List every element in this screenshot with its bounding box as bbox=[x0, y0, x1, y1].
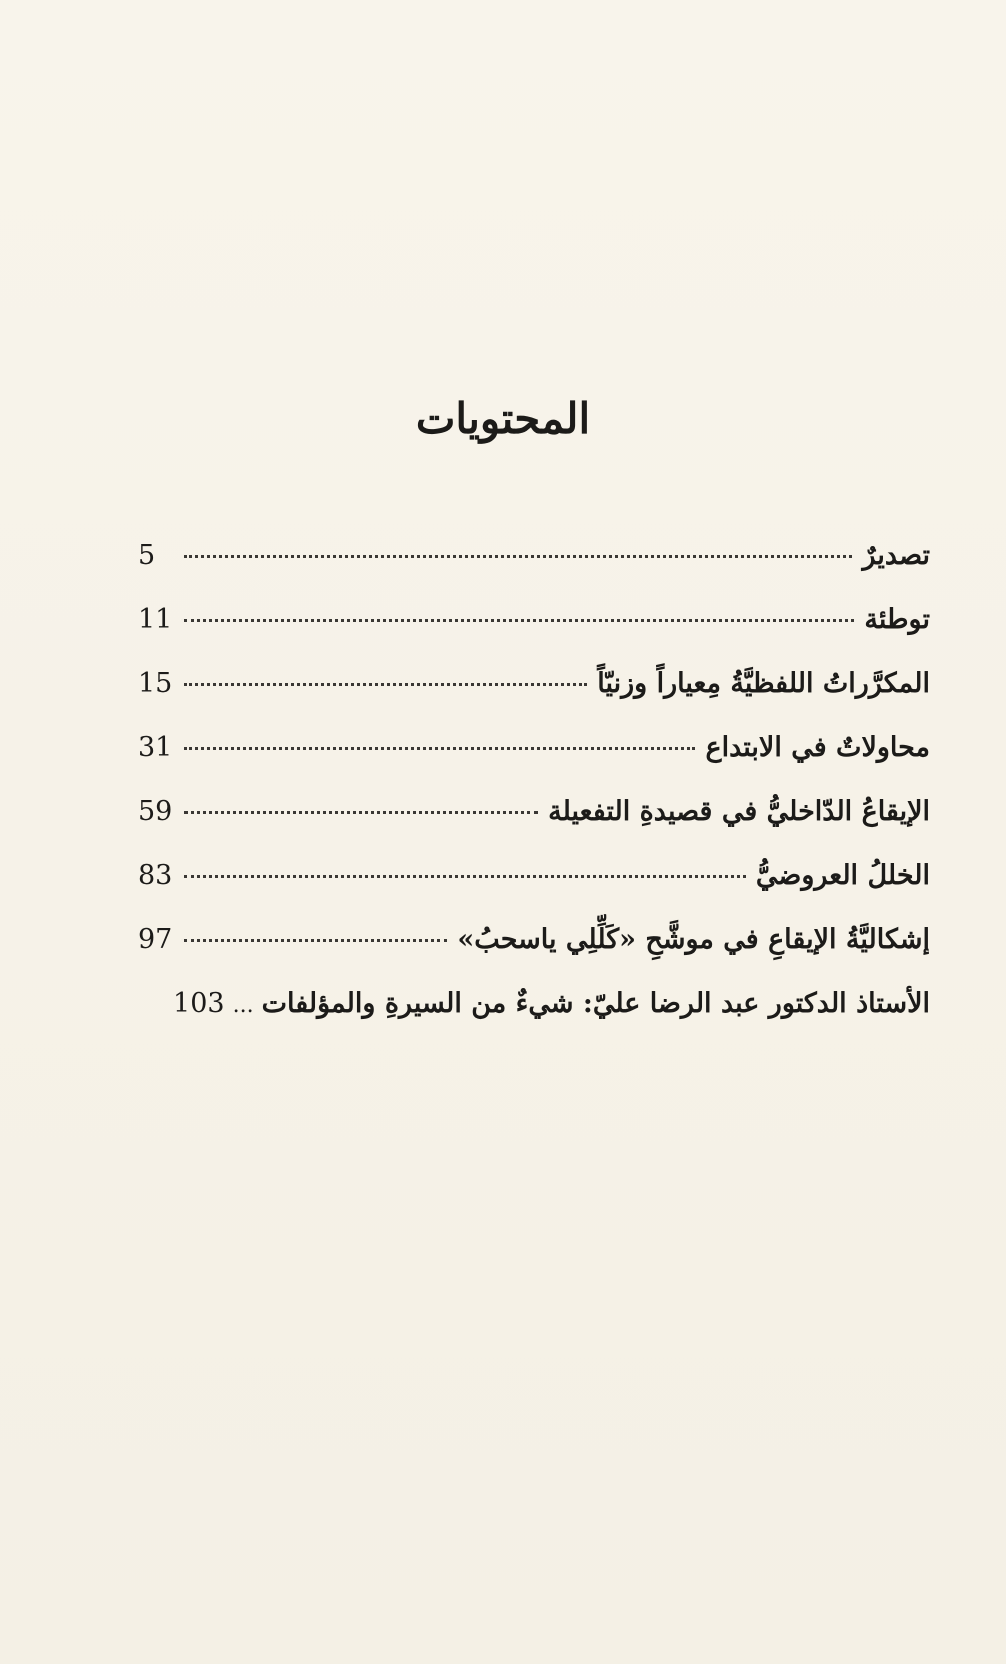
toc-entry-page: 15 bbox=[138, 668, 173, 699]
toc-entry-page: 5 bbox=[138, 540, 156, 571]
toc-entry bbox=[138, 924, 930, 988]
toc-entry-page: 103 bbox=[173, 988, 225, 1019]
toc-entry-page: 97 bbox=[138, 924, 173, 955]
toc-entry bbox=[138, 860, 930, 924]
toc-entry-title: تصديرٌ bbox=[862, 540, 930, 571]
toc-dot-leader bbox=[184, 939, 447, 942]
toc-entry-page: 11 bbox=[138, 604, 173, 635]
table-of-contents bbox=[138, 540, 930, 1052]
toc-entry-page: 31 bbox=[138, 732, 173, 763]
toc-dot-leader bbox=[184, 619, 854, 622]
toc-entry bbox=[138, 732, 930, 796]
toc-entry bbox=[138, 668, 930, 732]
toc-entry bbox=[138, 604, 930, 668]
page-title: المحتويات bbox=[415, 394, 591, 443]
toc-entry bbox=[138, 988, 930, 1052]
toc-entry-title: الخللُ العروضيُّ bbox=[755, 860, 930, 891]
toc-dot-leader bbox=[184, 875, 746, 878]
toc-entry-title: المكرَّراتُ اللفظيَّةُ مِعياراً وزنيّاً bbox=[597, 668, 930, 699]
toc-entry-title: الإيقاعُ الدّاخليُّ في قصيدةِ التفعيلة bbox=[548, 796, 930, 827]
toc-entry-title: الأستاذ الدكتور عبد الرضا عليّ: شيءٌ من السيرةِ والمؤلفات bbox=[261, 988, 930, 1019]
toc-dot-leader bbox=[184, 747, 695, 750]
toc-entry-title: إشكاليَّةُ الإيقاعِ في موشَّحِ «كَلِّلِي ياسحبُ» bbox=[457, 924, 930, 955]
toc-entry-page: 83 bbox=[138, 860, 173, 891]
toc-entry-title: توطئة bbox=[864, 604, 930, 635]
toc-ellipsis: ... bbox=[232, 993, 254, 1018]
toc-dot-leader bbox=[184, 555, 852, 558]
toc-entry-title: محاولاتٌ في الابتداع bbox=[705, 732, 930, 763]
toc-entry bbox=[138, 540, 930, 604]
toc-dot-leader bbox=[184, 683, 587, 686]
toc-entry-page: 59 bbox=[138, 796, 173, 827]
toc-entry bbox=[138, 796, 930, 860]
toc-dot-leader bbox=[184, 811, 538, 814]
